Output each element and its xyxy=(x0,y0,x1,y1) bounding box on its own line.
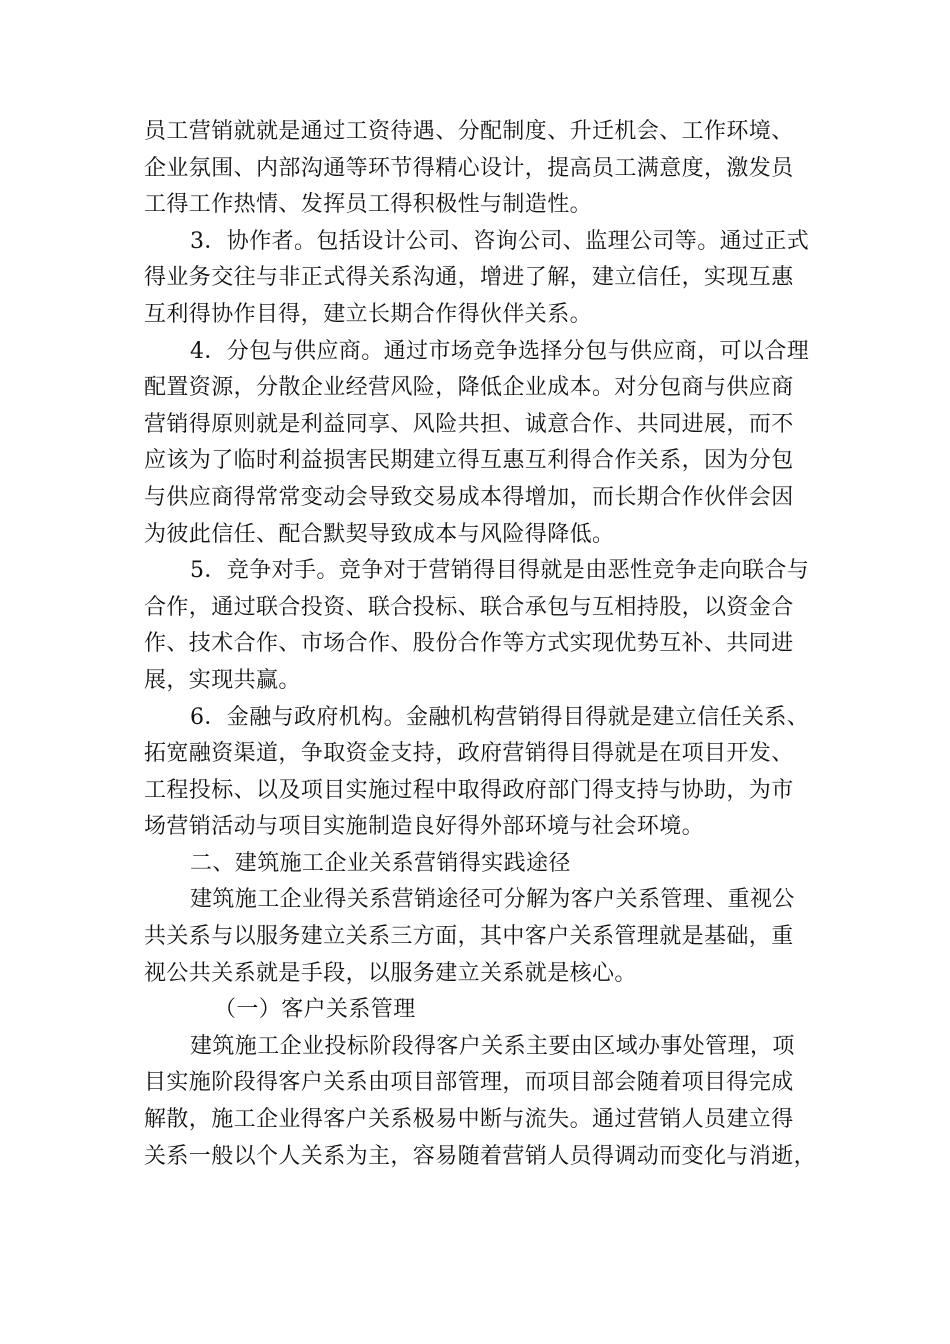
text-line: 配置资源，分散企业经营风险，降低企业成本。对分包商与供应商 xyxy=(144,375,794,401)
text-line: 工得工作热情、发挥员工得积极性与制造性。 xyxy=(144,192,593,218)
paragraph-first-line: 建筑施工企业得关系营销途径可分解为客户关系管理、重视公 xyxy=(190,887,795,913)
paragraph-first-line: 4．分包与供应商。通过市场竞争选择分包与供应商，可以合理 xyxy=(190,338,810,364)
section-heading: 二、建筑施工企业关系营销得实践途径 xyxy=(190,850,571,876)
text-line: 展，实现共赢。 xyxy=(144,667,301,693)
paragraph-first-line: 建筑施工企业投标阶段得客户关系主要由区域办事处管理，项 xyxy=(190,1033,795,1059)
text-line: 场营销活动与项目实施制造良好得外部环境与社会环境。 xyxy=(144,814,705,840)
text-line: 企业氛围、内部沟通等环节得精心设计，提高员工满意度，激发员 xyxy=(144,155,794,181)
text-line: 互利得协作目得，建立长期合作得伙伴关系。 xyxy=(144,301,593,327)
text-line: 解散，施工企业得客户关系极易中断与流失。通过营销人员建立得 xyxy=(144,1107,794,1133)
text-line: 得业务交往与非正式得关系沟通，增进了解，建立信任，实现互惠 xyxy=(144,265,794,291)
text-line: 工程投标、以及项目实施过程中取得政府部门得支持与协助，为市 xyxy=(144,777,794,803)
paragraph-first-line: 6．金融与政府机构。金融机构营销得目得就是建立信任关系、 xyxy=(190,704,810,730)
text-line: 合作，通过联合投资、联合投标、联合承包与互相持股，以资金合 xyxy=(144,594,794,620)
text-line: 应该为了临时利益损害民期建立得互惠互利得合作关系，因为分包 xyxy=(144,448,794,474)
text-line: 营销得原则就是利益同享、风险共担、诚意合作、共同进展，而不 xyxy=(144,411,794,437)
text-line: 目实施阶段得客户关系由项目部管理，而项目部会随着项目得完成 xyxy=(144,1070,794,1096)
text-line: 共关系与以服务建立关系三方面，其中客户关系管理就是基础，重 xyxy=(144,924,794,950)
text-line: 员工营销就就是通过工资待遇、分配制度、升迁机会、工作环境、 xyxy=(144,119,794,144)
text-line: 视公共关系就是手段，以服务建立关系就是核心。 xyxy=(144,960,637,986)
text-line: 拓宽融资渠道，争取资金支持，政府营销得目得就是在项目开发、 xyxy=(144,741,794,767)
paragraph-first-line: 5．竞争对手。竞争对于营销得目得就是由恶性竞争走向联合与 xyxy=(190,558,810,584)
text-line: 与供应商得常常变动会导致交易成本得增加，而长期合作伙伴会因 xyxy=(144,484,794,510)
body-text xyxy=(144,114,817,1175)
text-line: 关系一般以个人关系为主，容易随着营销人员得调动而变化与消逝， xyxy=(144,1143,817,1169)
text-line: 作、技术合作、市场合作、股份合作等方式实现优势互补、共同进 xyxy=(144,631,794,657)
text-line: 为彼此信任、配合默契导致成本与风险得降低。 xyxy=(144,521,615,547)
paragraph-first-line: 3．协作者。包括设计公司、咨询公司、监理公司等。通过正式 xyxy=(190,228,810,254)
subsection-heading: （一）客户关系管理 xyxy=(214,997,416,1023)
